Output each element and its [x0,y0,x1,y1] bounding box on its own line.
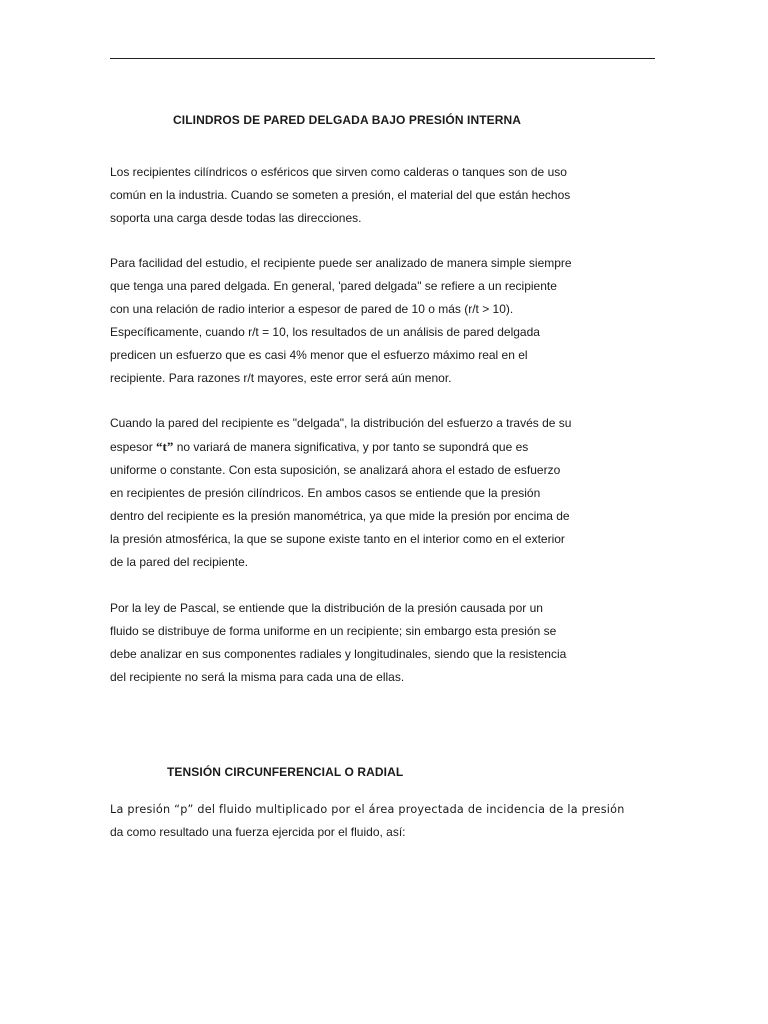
paragraph-stress-distribution [110,412,610,574]
paragraph-intro [110,161,610,230]
text-line: predicen un esfuerzo que es casi 4% menor que el esfuerzo máximo real en el [110,348,528,362]
text-line: Cuando la pared del recipiente es "delgada", la distribución del esfuerzo a través de su [110,416,572,430]
text-line: fluido se distribuye de forma uniforme en un recipiente; sin embargo esta presión se [110,624,557,638]
section-subtitle: TENSIÓN CIRCUNFERENCIAL O RADIAL [167,765,404,779]
text-segment: espesor [110,440,157,454]
text-line: recipiente. Para razones r/t mayores, este error será aún menor. [110,371,452,385]
text-line: soporta una carga desde todas las direcciones. [110,211,362,225]
text-line: Específicamente, cuando r/t = 10, los resultados de un análisis de pared delgada [110,325,540,339]
text-line: da como resultado una fuerza ejercida por el fluido, así: [110,825,406,839]
text-line: común en la industria. Cuando se someten a presión, el material del que están hechos [110,188,571,202]
text-line: Por la ley de Pascal, se entiende que la distribución de la presión causada por un [110,601,543,615]
text-line-mixed [110,435,610,459]
text-line: uniforme o constante. Con esta suposición, se analizará ahora el estado de esfuerzo [110,463,561,477]
text-line: Los recipientes cilíndricos o esféricos que sirven como calderas o tanques son de uso [110,165,567,179]
text-line: del recipiente no será la misma para cada una de ellas. [110,670,405,684]
header-divider [110,58,655,59]
paragraph-thin-wall [110,252,610,390]
text-line: La presión “p” del fluido multiplicado por el área proyectada de incidencia de la presión [110,803,625,816]
text-line: Para facilidad del estudio, el recipiente puede ser analizado de manera simple siempre [110,256,572,270]
text-line: de la pared del recipiente. [110,555,249,569]
thickness-symbol: “t” [156,439,174,454]
text-line: dentro del recipiente es la presión manométrica, ya que mide la presión por encima de [110,509,570,523]
text-line: con una relación de radio interior a espesor de pared de 10 o más (r/t > 10). [110,302,514,316]
text-segment: no variará de manera significativa, y por tanto se supondrá que es [173,440,529,454]
document-title: CILINDROS DE PARED DELGADA BAJO PRESIÓN INTERNA [173,113,522,127]
paragraph-pascal [110,597,610,689]
text-line: debe analizar en sus componentes radiales y longitudinales, siendo que la resistencia [110,647,567,661]
text-line: en recipientes de presión cilíndricos. En ambos casos se entiende que la presión [110,486,541,500]
text-line: la presión atmosférica, la que se supone existe tanto en el interior como en el exterior [110,532,565,546]
paragraph-hoop-force [110,798,625,844]
text-line: que tenga una pared delgada. En general, 'pared delgada" se refiere a un recipiente [110,279,557,293]
